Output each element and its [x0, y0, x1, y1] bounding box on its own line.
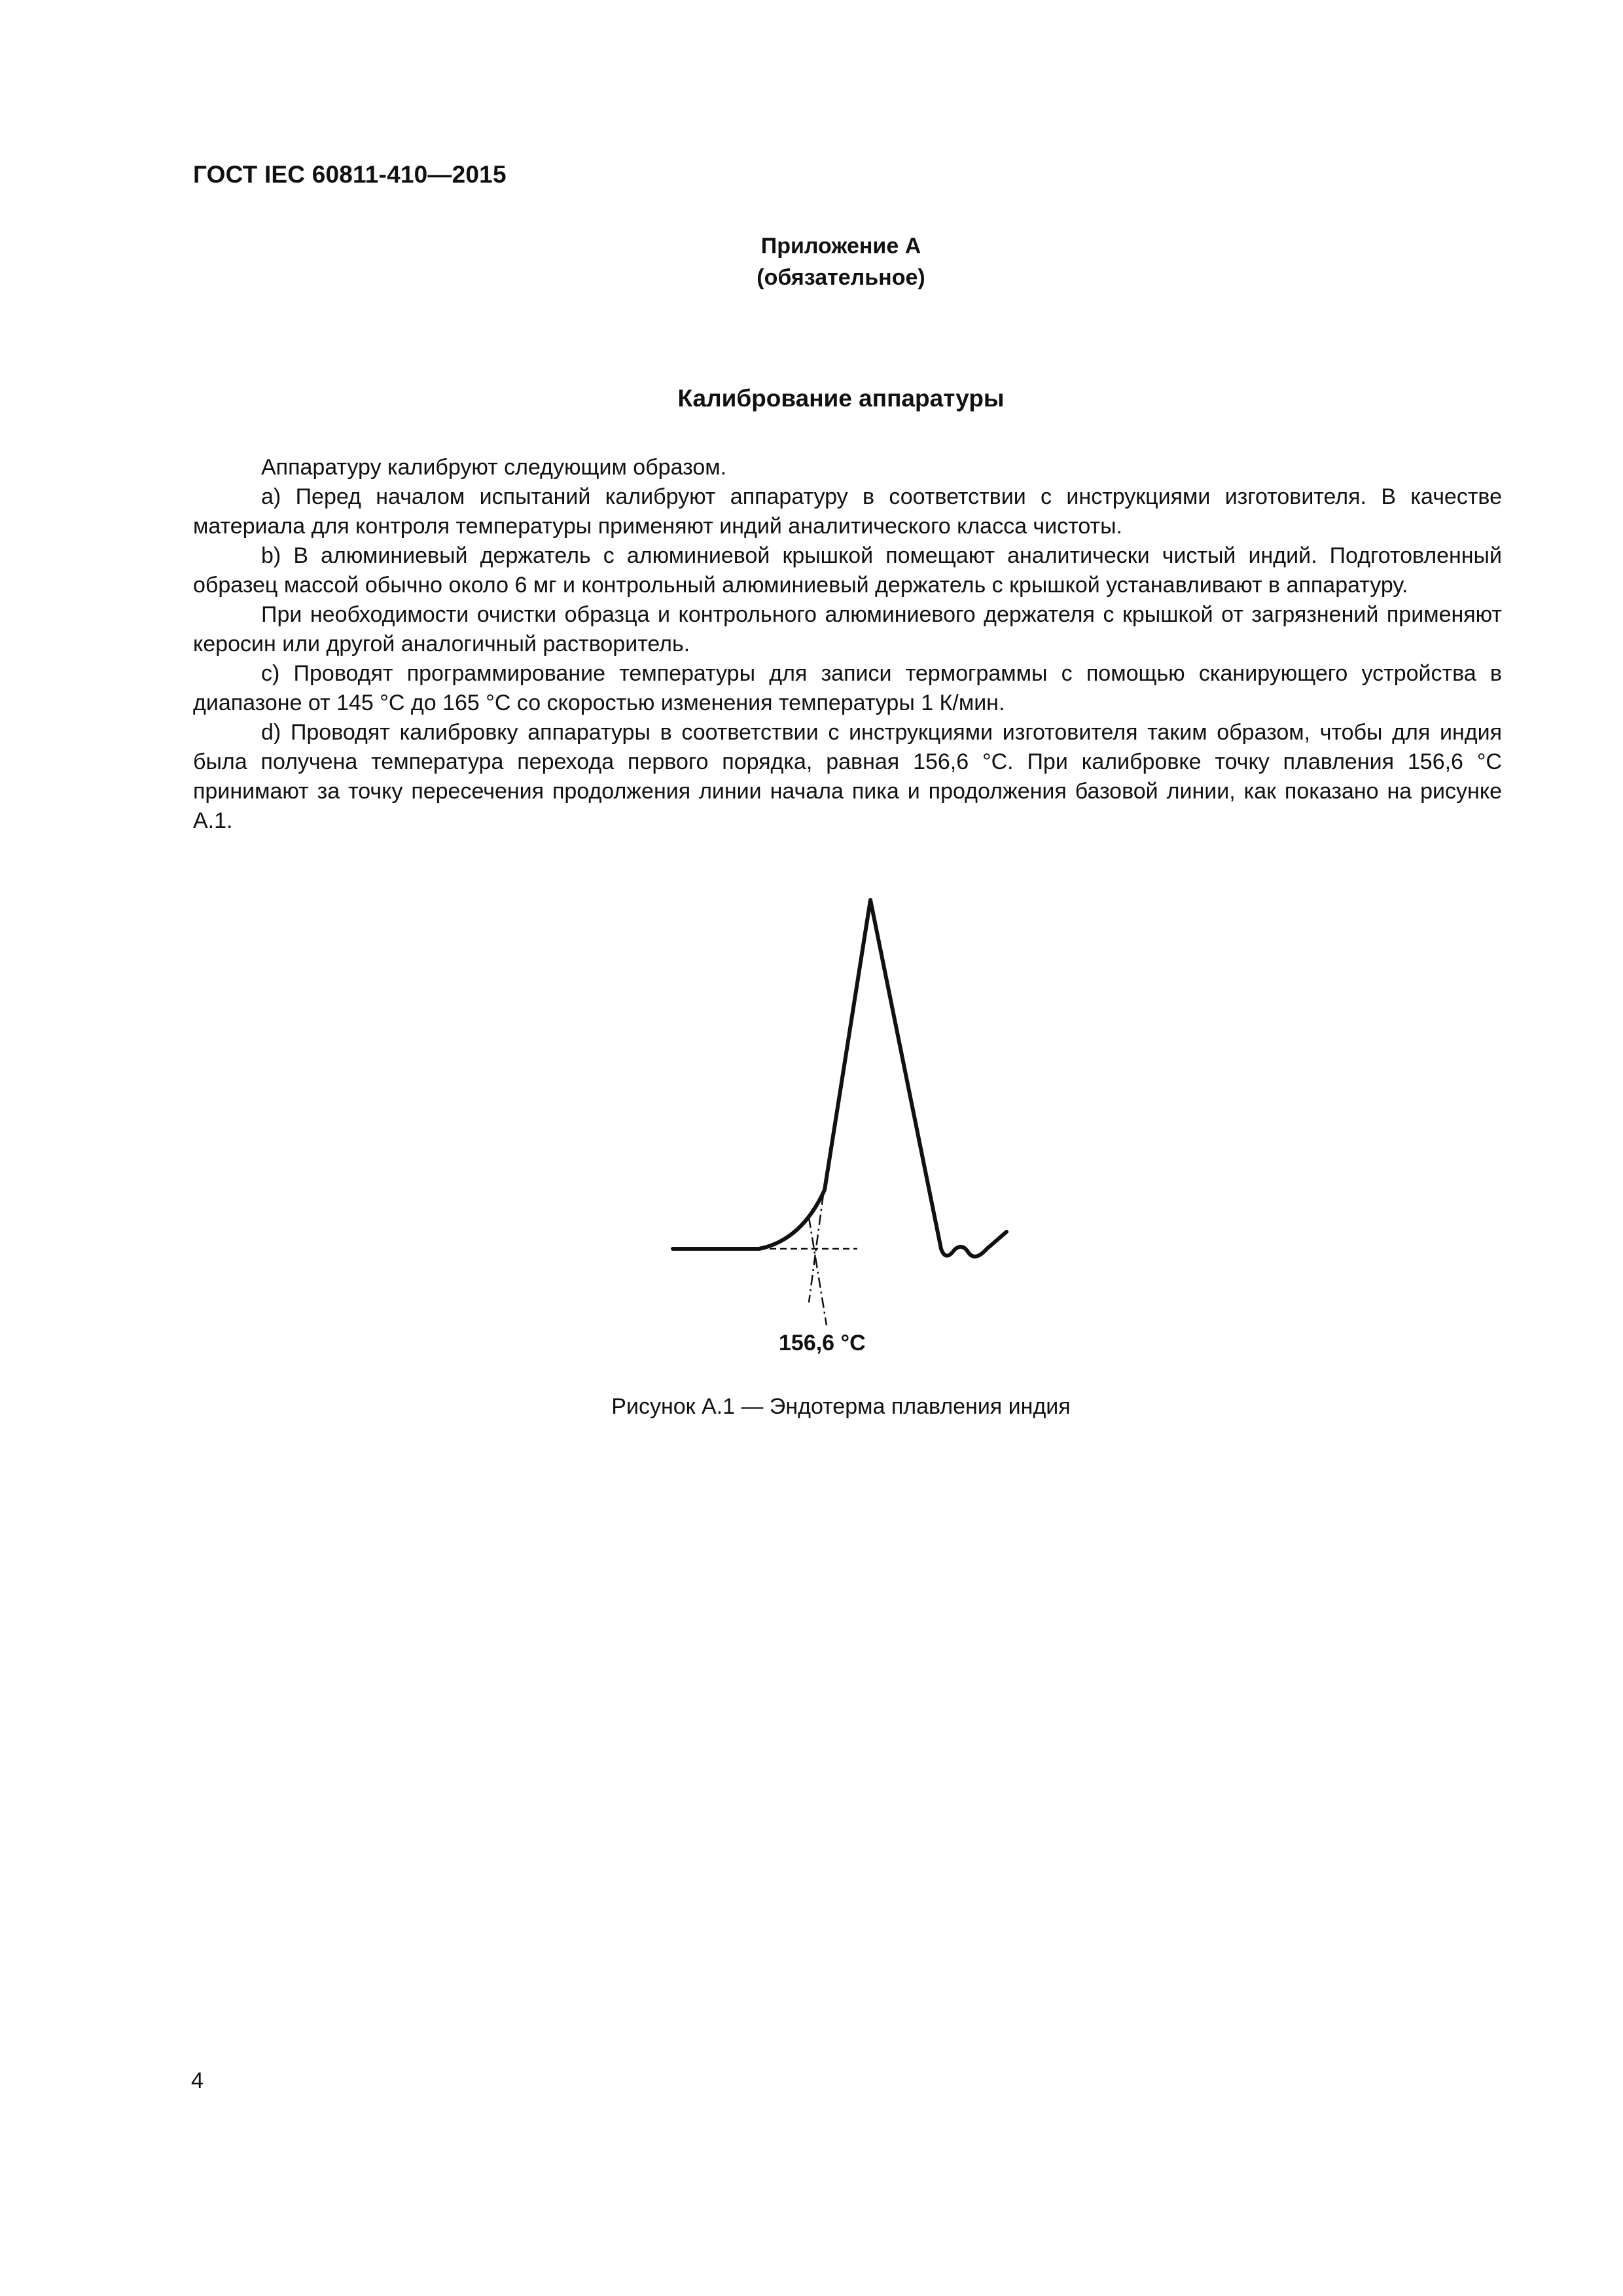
standard-code: ГОСТ IEC 60811-410—2015	[193, 161, 507, 188]
paragraph-cleaning: При необходимости очистки образца и контрольного алюминиевого держателя с крышкой от загрязнений применяют керосин или другой аналогичный растворитель.	[193, 602, 1502, 656]
label-leader-line	[809, 1217, 827, 1325]
endotherm-diagram	[641, 884, 1099, 1374]
page-number: 4	[191, 2068, 204, 2093]
annex-heading	[0, 230, 1623, 293]
annex-title: Приложение А	[760, 234, 921, 259]
melting-point-label: 156,6 °С	[779, 1331, 866, 1355]
paragraph-c: c) Проводят программирование температуры для записи термограммы с помощью сканирующего устройства в диапазоне от 145 °С до 165 °С со скоростью изменения температуры 1 К/мин.	[193, 661, 1502, 715]
thermogram-curve	[673, 900, 1007, 1257]
figure-caption: Рисунок А.1 — Эндотерма плавления индия	[611, 1394, 1071, 1419]
paragraph-a: a) Перед началом испытаний калибруют аппаратуру в соответствии с инструкциями изготовителя. В качестве материала для контроля температуры применяют индий аналитического класса чистоты.	[193, 484, 1502, 539]
body-text	[193, 453, 1502, 836]
endotherm-figure	[641, 884, 1099, 1374]
paragraph-d: d) Проводят калибровку аппаратуры в соответствии с инструкциями изготовителя таким образом, чтобы для индия была получена температура перехода первого порядка, равная 156,6 °С. При калибровке точку плавления 156,6 °С принимают за точку пересечения продолжения линии начала пика и продолжения базовой линии, как показано на рисунке А.1.	[193, 720, 1502, 833]
annex-status: (обязательное)	[757, 265, 925, 290]
section-title: Калибрование аппаратуры	[677, 385, 1005, 412]
paragraph-b: b) В алюминиевый держатель с алюминиевой крышкой помещают аналитически чистый индий. Подготовленный образец массой обычно около 6 мг и контрольный алюминиевый держатель с крышкой устанавливают в аппаратуру.	[193, 543, 1502, 598]
paragraph-intro: Аппаратуру калибруют следующим образом.	[261, 455, 727, 480]
